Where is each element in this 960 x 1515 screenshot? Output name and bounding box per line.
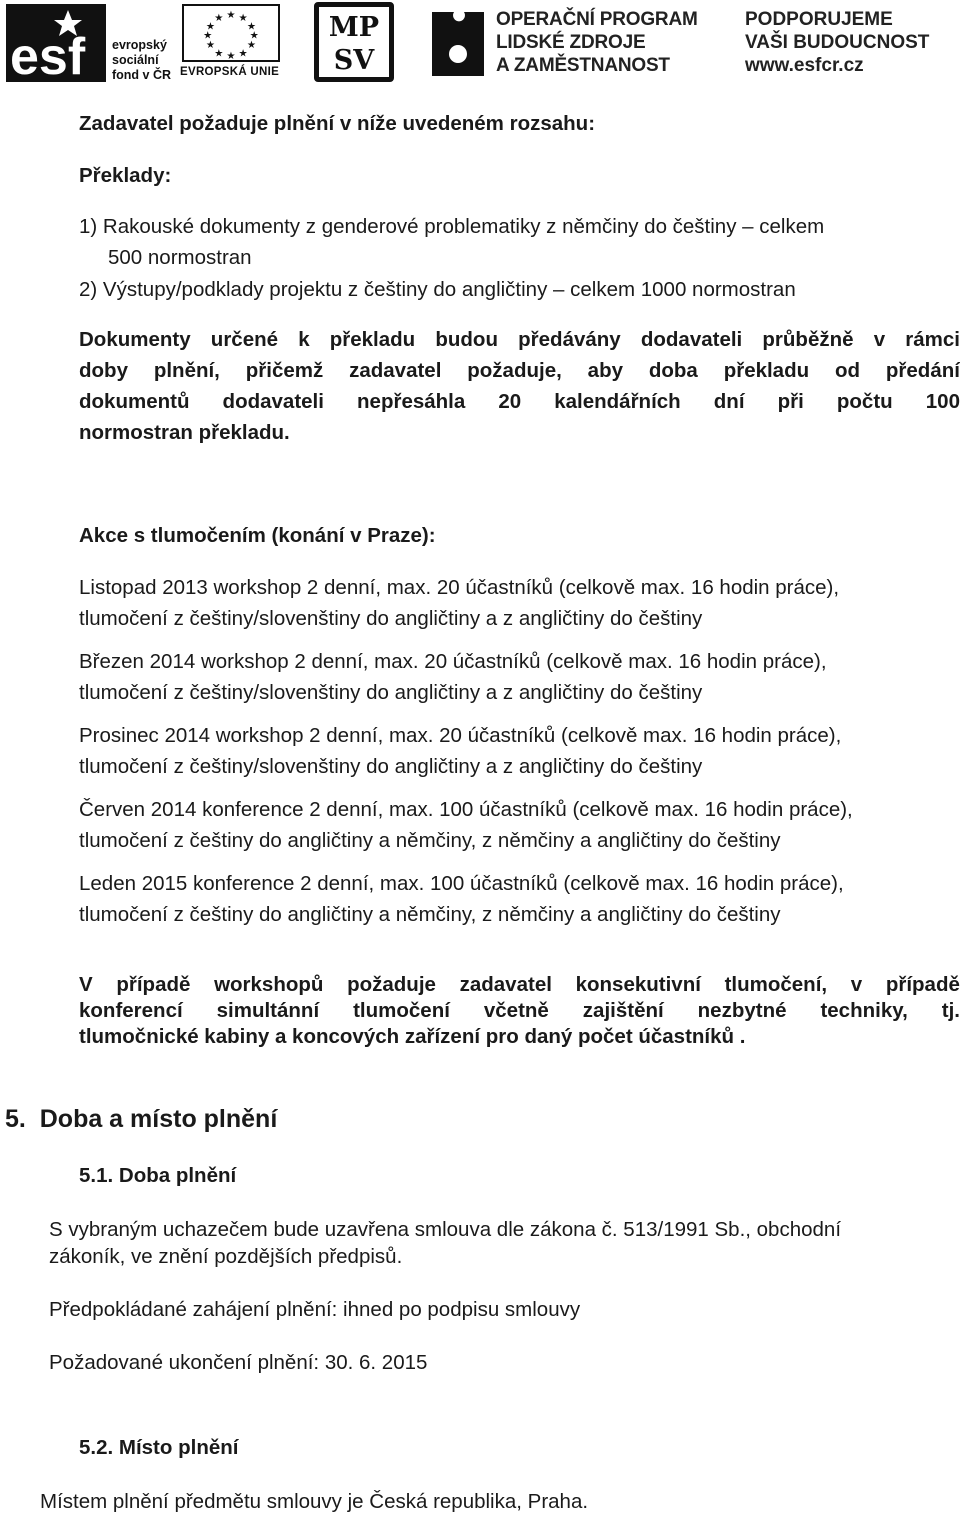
slogan bbox=[745, 8, 929, 77]
eu-flag-icon bbox=[182, 4, 280, 62]
event-line: Listopad 2013 workshop 2 denní, max. 20 účastníků (celkově max. 16 hodin práce), bbox=[79, 576, 840, 599]
place-of-performance: Místem plnění předmětu smlouvy je Česká republika, Praha. bbox=[40, 1490, 589, 1513]
esf-logo-icon bbox=[6, 4, 106, 82]
svg-text:★: ★ bbox=[205, 21, 216, 33]
oplzz-logo bbox=[430, 8, 730, 84]
interpreting-note-line: tlumočnické kabiny a koncových zařízení pro daný počet účastníků . bbox=[79, 1025, 746, 1048]
translations-heading: Překlady: bbox=[79, 164, 172, 187]
svg-text:★: ★ bbox=[246, 21, 257, 33]
esf-text: evropský sociální fond v ČR bbox=[112, 38, 172, 82]
event-line: tlumočení z češtiny/slovenštiny do angličtiny a z angličtiny do češtiny bbox=[79, 755, 703, 778]
esf-logo bbox=[6, 4, 174, 82]
mpsv-logo bbox=[314, 2, 394, 82]
svg-text:★: ★ bbox=[249, 30, 259, 42]
event-line: tlumočení z češtiny/slovenštiny do angličtiny a z angličtiny do češtiny bbox=[79, 681, 703, 704]
eu-logo bbox=[180, 4, 282, 82]
op-line-3: A ZAMĚSTNANOST bbox=[496, 55, 670, 76]
translation-note-line: doby plnění, přičemž zadavatel požaduje, aby doba překladu od předání bbox=[79, 359, 960, 382]
end-date: Požadované ukončení plnění: 30. 6. 2015 bbox=[49, 1351, 428, 1374]
event-line: Prosinec 2014 workshop 2 denní, max. 20 účastníků (celkově max. 16 hodin práce), bbox=[79, 724, 842, 747]
svg-text:★: ★ bbox=[214, 12, 224, 24]
translation-note-line: normostran překladu. bbox=[79, 421, 290, 444]
mpsv-line-2: SV bbox=[333, 45, 375, 76]
translation-note-line: dokumentů dodavateli nepřesáhla 20 kalendářních dní při počtu 100 bbox=[79, 390, 960, 413]
section-5-2-heading: 5.2. Místo plnění bbox=[79, 1436, 239, 1459]
event-line: tlumočení z češtiny do angličtiny a němčiny, z němčiny a angličtiny do češtiny bbox=[79, 829, 781, 852]
interpreting-note-line: konferencí simultánní tlumočení včetně zajištění nezbytné techniky, tj. bbox=[79, 999, 960, 1022]
interpreting-heading: Akce s tlumočením (konání v Praze): bbox=[79, 524, 436, 547]
translation-item-1-cont: 500 normostran bbox=[108, 246, 252, 269]
contract-line: S vybraným uchazečem bude uzavřena smlouva dle zákona č. 513/1991 Sb., obchodní bbox=[49, 1218, 842, 1241]
svg-text:★: ★ bbox=[226, 10, 236, 22]
translation-item-1: 1) Rakouské dokumenty z genderové problematiky z němčiny do češtiny – celkem bbox=[79, 215, 825, 238]
eu-label: EVROPSKÁ UNIE bbox=[180, 66, 280, 78]
mpsv-line-1: MP bbox=[328, 12, 380, 43]
translation-item-2: 2) Výstupy/podklady projektu z češtiny do angličtiny – celkem 1000 normostran bbox=[79, 278, 796, 301]
event-line: Březen 2014 workshop 2 denní, max. 20 účastníků (celkově max. 16 hodin práce), bbox=[79, 650, 827, 673]
start-date: Předpokládané zahájení plnění: ihned po podpisu smlouvy bbox=[49, 1298, 581, 1321]
svg-text:★: ★ bbox=[238, 12, 248, 24]
svg-text:★: ★ bbox=[214, 48, 224, 60]
section-5-1-heading: 5.1. Doba plnění bbox=[79, 1164, 237, 1187]
slogan-line-2: VAŠI BUDOUCNOST bbox=[745, 32, 930, 53]
svg-text:esf: esf bbox=[10, 28, 86, 82]
logo-header bbox=[0, 0, 960, 86]
section-5-heading: 5. Doba a místo plnění bbox=[5, 1105, 278, 1133]
svg-text:★: ★ bbox=[205, 39, 216, 51]
intro-heading: Zadavatel požaduje plnění v níže uvedeném rozsahu: bbox=[79, 112, 596, 135]
event-line: Leden 2015 konference 2 denní, max. 100 účastníků (celkově max. 16 hodin práce), bbox=[79, 872, 844, 895]
website-link[interactable]: www.esfcr.cz bbox=[745, 55, 864, 76]
op-line-1: OPERAČNÍ PROGRAM bbox=[496, 9, 698, 30]
svg-text:★: ★ bbox=[226, 51, 236, 62]
contract-line: zákoník, ve znění pozdějších předpisů. bbox=[49, 1245, 403, 1268]
translation-note-line: Dokumenty určené k překladu budou předávány dodavateli průběžně v rámci bbox=[79, 328, 960, 351]
event-line: tlumočení z češtiny do angličtiny a němčiny, z němčiny a angličtiny do češtiny bbox=[79, 903, 781, 926]
svg-text:★: ★ bbox=[246, 39, 257, 51]
event-line: Červen 2014 konference 2 denní, max. 100 účastníků (celkově max. 16 hodin práce), bbox=[79, 798, 853, 821]
slogan-line-1: PODPORUJEME bbox=[745, 9, 893, 30]
puzzle-icon bbox=[430, 8, 486, 80]
svg-text:★: ★ bbox=[203, 30, 213, 42]
op-line-2: LIDSKÉ ZDROJE bbox=[496, 32, 646, 53]
interpreting-note-line: V případě workshopů požaduje zadavatel konsekutivní tlumočení, v případě bbox=[79, 973, 960, 996]
event-line: tlumočení z češtiny/slovenštiny do angličtiny a z angličtiny do češtiny bbox=[79, 607, 703, 630]
svg-text:★: ★ bbox=[238, 48, 248, 60]
